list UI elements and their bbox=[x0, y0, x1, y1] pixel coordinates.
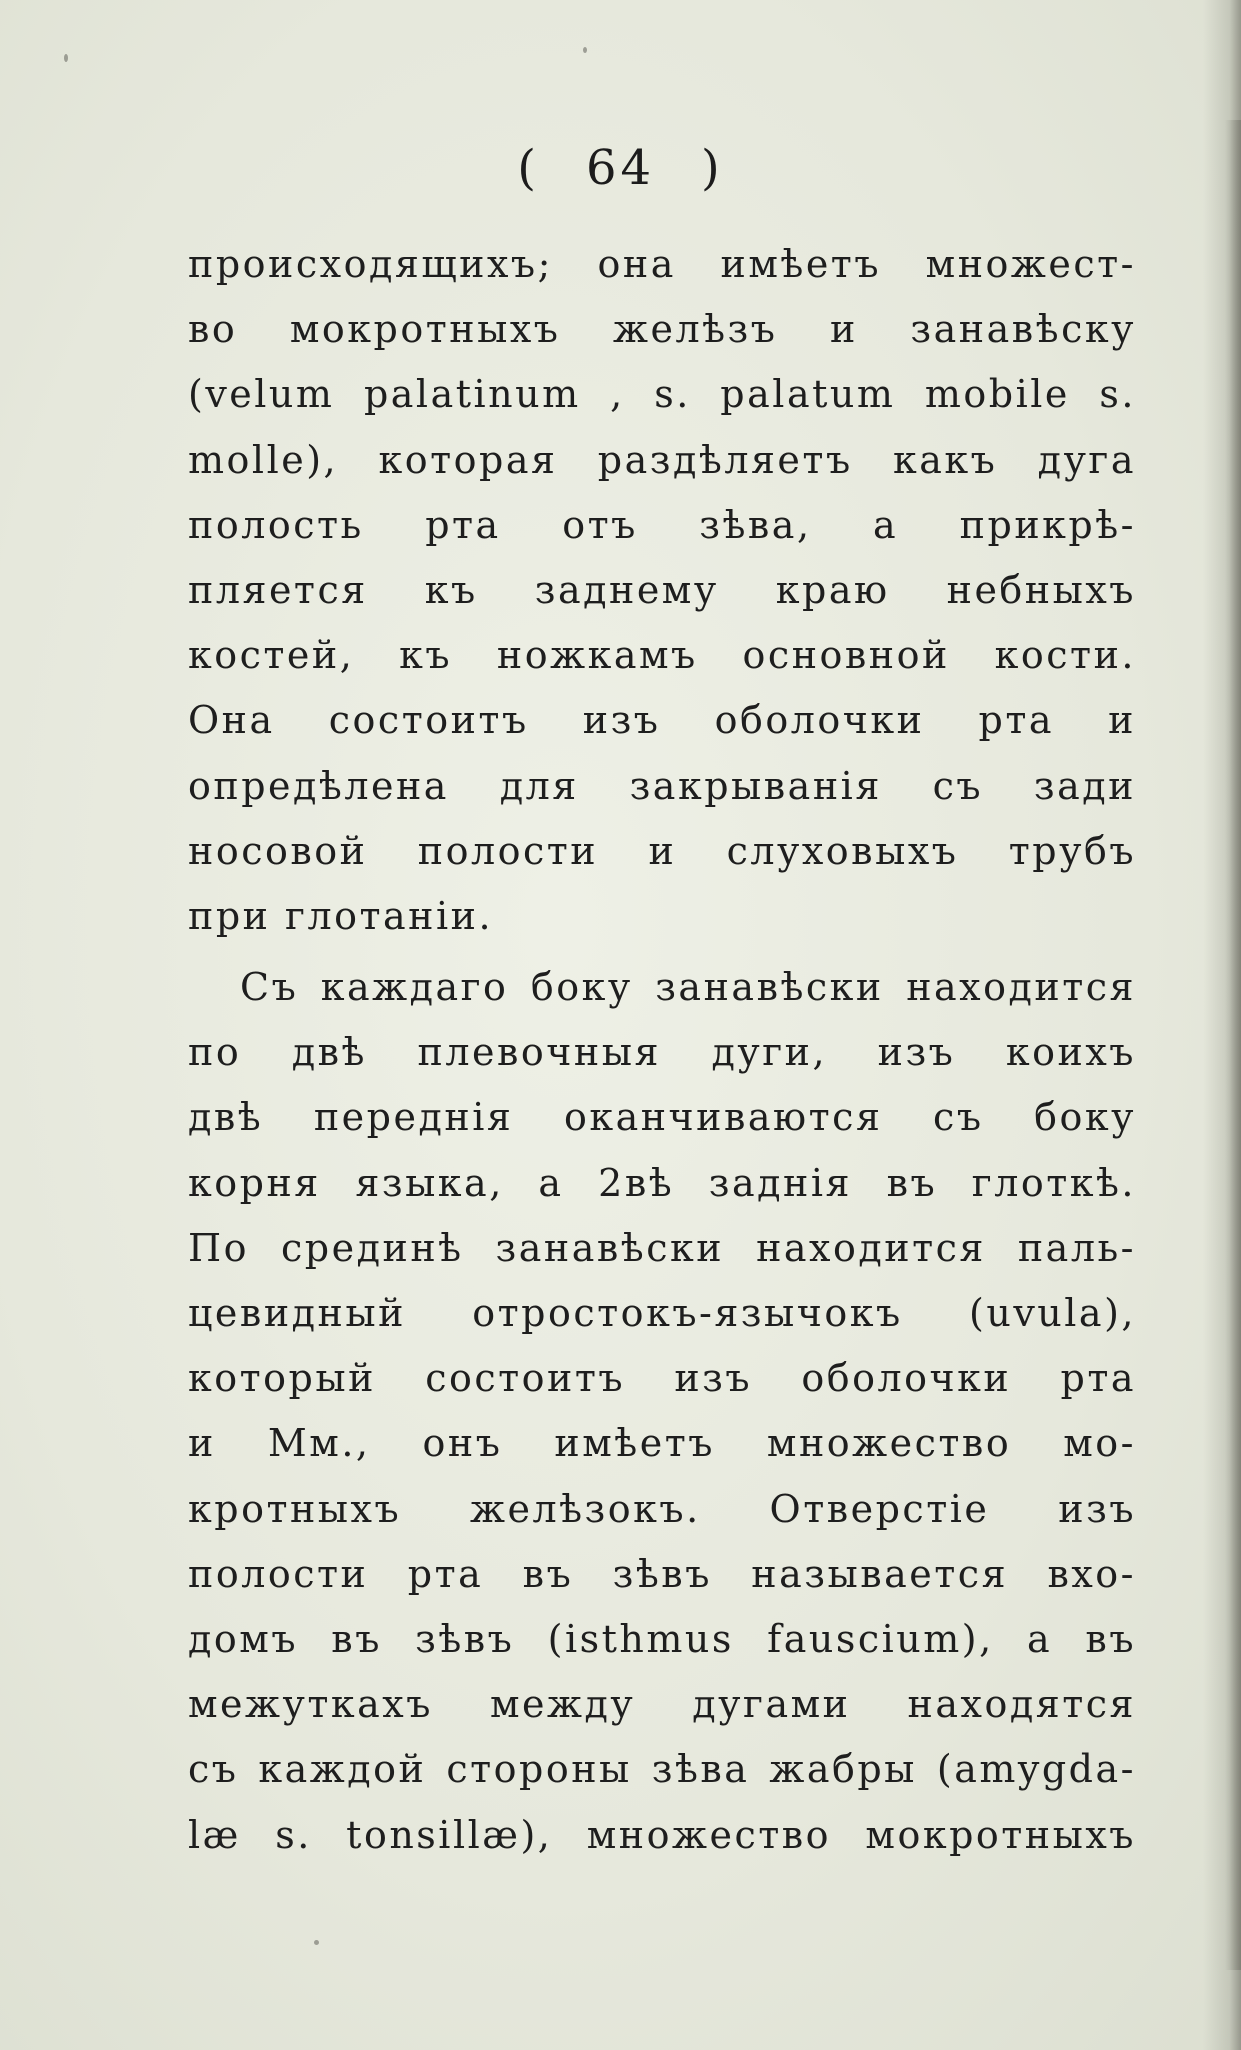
text-line: пляется къ заднему краю небныхъ bbox=[188, 567, 1136, 612]
page-edge-bleed bbox=[1225, 120, 1241, 1970]
paper-speck bbox=[64, 54, 68, 62]
page-number: 64 bbox=[585, 140, 656, 196]
paragraph-1 bbox=[188, 232, 1136, 949]
text-line: læ s. tonsillæ), множество мокротныхъ bbox=[188, 1812, 1136, 1857]
body-text bbox=[188, 232, 1136, 1868]
text-line-last: при глотаніи. bbox=[188, 893, 494, 938]
paper-speck bbox=[314, 1940, 319, 1945]
text-line: По срединѣ занавѣски находится паль- bbox=[188, 1225, 1136, 1270]
text-line: носовой полости и слуховыхъ трубъ bbox=[188, 828, 1136, 873]
header-paren-close: ) bbox=[701, 140, 724, 196]
paper-speck bbox=[583, 47, 587, 53]
text-line: цевидный отростокъ-язычокъ (uvula), bbox=[188, 1291, 1136, 1335]
text-line: костей, къ ножкамъ основной кости. bbox=[188, 633, 1136, 678]
text-line: во мокротныхъ желѣзъ и занавѣску bbox=[188, 307, 1136, 352]
text-line: домъ въ зѣвъ (isthmus fauscium), а въ bbox=[188, 1616, 1136, 1661]
text-line-indented: Съ каждаго боку занавѣски находится bbox=[240, 965, 1136, 1010]
text-line: корня языка, а 2вѣ заднія въ глоткѣ. bbox=[188, 1160, 1136, 1205]
page-number-header bbox=[0, 140, 1241, 196]
text-line: двѣ переднія оканчиваются съ боку bbox=[188, 1095, 1136, 1140]
text-line: межуткахъ между дугами находятся bbox=[188, 1682, 1136, 1727]
text-line: по двѣ плевочныя дуги, изъ коихъ bbox=[188, 1030, 1136, 1075]
text-line: полость рта отъ зѣва, а прикрѣ- bbox=[188, 502, 1136, 547]
header-paren-open: ( bbox=[517, 140, 540, 196]
text-line: происходящихъ; она имѣетъ множест- bbox=[188, 242, 1136, 286]
text-line: съ каждой стороны зѣва жабры (amygda- bbox=[188, 1747, 1136, 1792]
text-line: molle), которая раздѣляетъ какъ дуга bbox=[188, 437, 1136, 482]
paragraph-2 bbox=[188, 955, 1136, 1868]
text-line: Она состоитъ изъ оболочки рта и bbox=[188, 698, 1136, 743]
text-line: полости рта въ зѣвъ называется вхо- bbox=[188, 1551, 1136, 1596]
text-line: и Мм., онъ имѣетъ множество мо- bbox=[188, 1421, 1136, 1466]
text-line: который состоитъ изъ оболочки рта bbox=[188, 1356, 1136, 1401]
text-line: опредѣлена для закрыванія съ зади bbox=[188, 763, 1136, 808]
text-line: кротныхъ желѣзокъ. Отверстіе изъ bbox=[188, 1486, 1136, 1531]
text-line: (velum palatinum , s. palatum mobile s. bbox=[188, 372, 1136, 417]
